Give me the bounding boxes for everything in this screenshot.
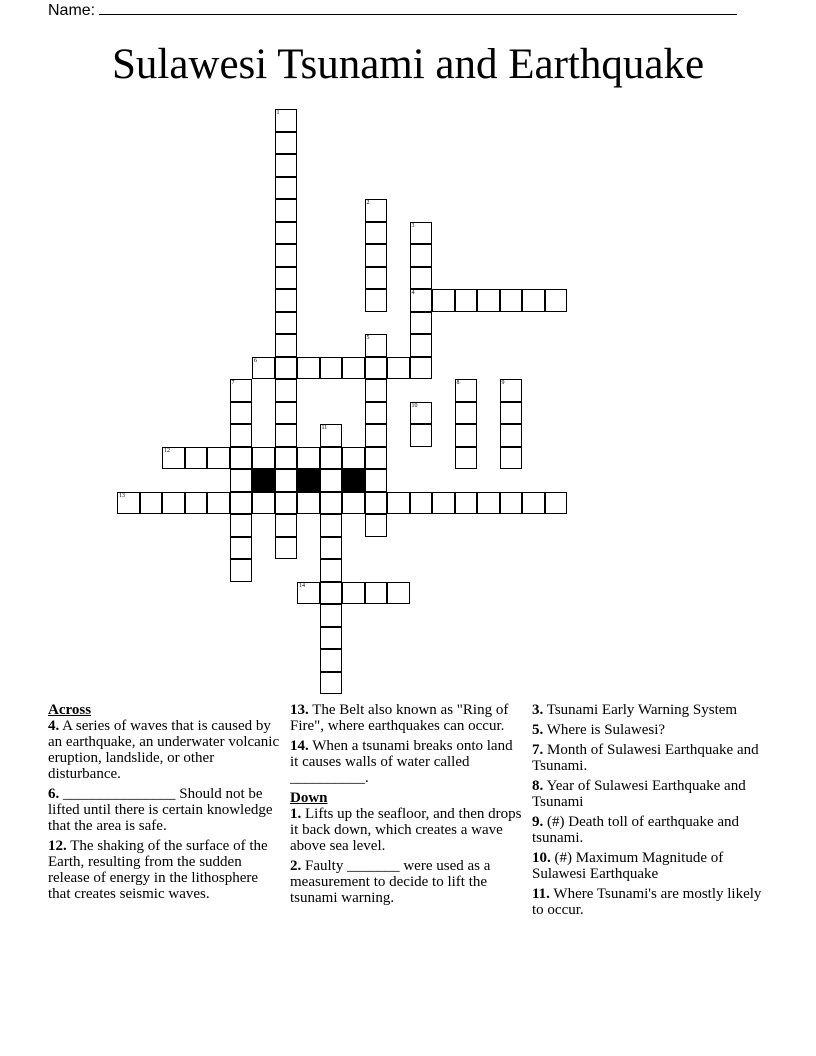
grid-cell[interactable] [230, 537, 253, 560]
grid-cell[interactable] [230, 402, 253, 425]
name-label: Name: [48, 2, 96, 19]
clue-number: 9. [532, 814, 544, 830]
clue-number-label: 12 [164, 447, 170, 454]
clue-item [532, 850, 764, 882]
grid-cell[interactable] [545, 289, 568, 312]
clue-number-label: 10 [411, 402, 418, 409]
clue-number: 8. [532, 778, 544, 794]
grid-cell[interactable] [297, 582, 320, 605]
grid-cell[interactable] [230, 447, 253, 470]
grid-block-cell [297, 469, 320, 492]
grid-cell[interactable] [365, 222, 388, 245]
grid-cell[interactable] [365, 582, 388, 605]
clue-number: 13. [290, 702, 309, 718]
grid-cell[interactable] [275, 267, 298, 290]
grid-cell[interactable] [252, 492, 275, 515]
clue-text: Where Tsunami's are mostly likely to occur. [532, 886, 762, 918]
clue-number-label: 3 [411, 222, 415, 229]
clue-item [48, 786, 280, 834]
clue-item [532, 742, 764, 774]
grid-cell[interactable] [297, 492, 320, 515]
clue-item [290, 858, 522, 906]
clue-number: 10. [532, 850, 551, 866]
grid-cell[interactable] [275, 357, 298, 380]
grid-cell[interactable] [455, 289, 478, 312]
grid-cell[interactable] [320, 649, 343, 672]
clues-column-1 [48, 702, 280, 906]
clue-text: Tsunami Early Warning System [543, 702, 738, 718]
grid-cell[interactable] [455, 492, 478, 515]
clue-text: Month of Sulawesi Earthquake and Tsunami. [532, 742, 759, 774]
grid-cell[interactable] [477, 289, 500, 312]
clues-column-2 [290, 702, 522, 910]
grid-cell[interactable] [140, 492, 163, 515]
clue-number: 2. [290, 858, 302, 874]
grid-cell[interactable] [410, 312, 433, 335]
clue-number: 5. [532, 722, 544, 738]
grid-cell[interactable] [500, 379, 523, 402]
clue-item [290, 806, 522, 854]
clue-text: _______________ Should not be lifted until there is certain knowledge that the area is safe. [48, 786, 273, 834]
grid-cell[interactable] [410, 267, 433, 290]
grid-cell[interactable] [275, 514, 298, 537]
grid-cell[interactable] [365, 492, 388, 515]
clue-item [532, 814, 764, 846]
grid-cell[interactable] [230, 492, 253, 515]
grid-cell[interactable] [387, 492, 410, 515]
clue-item [532, 886, 764, 918]
grid-cell[interactable] [342, 447, 365, 470]
clue-number: 1. [290, 806, 302, 822]
clue-text: Lifts up the seafloor, and then drops it back down, which creates a wave above sea level. [290, 806, 522, 854]
grid-cell[interactable] [275, 424, 298, 447]
grid-cell[interactable] [207, 447, 230, 470]
grid-cell[interactable] [275, 177, 298, 200]
clue-number-label: 4 [411, 290, 415, 296]
grid-cell[interactable] [320, 492, 343, 515]
grid-cell[interactable] [522, 492, 545, 515]
grid-cell[interactable] [320, 672, 343, 695]
clue-text: Where is Sulawesi? [543, 722, 666, 738]
grid-cell[interactable] [365, 199, 388, 222]
clue-number-label: 2 [366, 200, 370, 206]
grid-cell[interactable] [455, 424, 478, 447]
clue-item [532, 778, 764, 810]
grid-cell[interactable] [455, 379, 478, 402]
grid-cell[interactable] [342, 492, 365, 515]
grid-cell[interactable] [162, 492, 185, 515]
grid-cell[interactable] [230, 559, 253, 582]
clue-number: 7. [532, 742, 544, 758]
grid-cell[interactable] [410, 357, 433, 380]
grid-cell[interactable] [500, 424, 523, 447]
grid-cell[interactable] [410, 334, 433, 357]
grid-cell[interactable] [365, 334, 388, 357]
grid-cell[interactable] [275, 244, 298, 267]
clue-number-label: 14 [299, 582, 305, 589]
grid-cell[interactable] [477, 492, 500, 515]
grid-cell[interactable] [522, 289, 545, 312]
grid-cell[interactable] [410, 244, 433, 267]
across-heading: Across [48, 702, 92, 718]
grid-cell[interactable] [275, 402, 298, 425]
clue-item [290, 702, 522, 734]
grid-cell[interactable] [230, 379, 253, 402]
grid-cell[interactable] [365, 289, 388, 312]
grid-cell[interactable] [275, 199, 298, 222]
grid-cell[interactable] [117, 492, 140, 515]
clue-number: 6. [48, 786, 60, 802]
grid-cell[interactable] [252, 447, 275, 470]
grid-cell[interactable] [342, 582, 365, 605]
grid-cell[interactable] [320, 627, 343, 650]
clue-number: 3. [532, 702, 544, 718]
grid-cell[interactable] [410, 222, 433, 245]
grid-cell[interactable] [320, 469, 343, 492]
grid-cell[interactable] [275, 132, 298, 155]
grid-cell[interactable] [320, 604, 343, 627]
grid-cell[interactable] [275, 312, 298, 335]
clue-item [532, 702, 764, 718]
grid-cell[interactable] [432, 492, 455, 515]
grid-cell[interactable] [410, 492, 433, 515]
clue-item [48, 718, 280, 782]
clue-text: Year of Sulawesi Earthquake and Tsunami [532, 778, 746, 810]
grid-cell[interactable] [387, 357, 410, 380]
clue-number-label: 9 [501, 380, 505, 386]
grid-cell[interactable] [320, 514, 343, 537]
grid-cell[interactable] [297, 357, 320, 380]
grid-cell[interactable] [320, 582, 343, 605]
clue-text: The Belt also known as "Ring of Fire", where earthquakes can occur. [290, 702, 509, 734]
grid-cell[interactable] [320, 537, 343, 560]
puzzle-title: Sulawesi Tsunami and Earthquake [111, 41, 705, 88]
grid-cell[interactable] [410, 289, 433, 312]
grid-cell[interactable] [230, 424, 253, 447]
clue-text: (#) Maximum Magnitude of Sulawesi Earthquake [532, 850, 724, 882]
grid-cell[interactable] [275, 537, 298, 560]
grid-cell[interactable] [230, 514, 253, 537]
grid-cell[interactable] [275, 492, 298, 515]
grid-cell[interactable] [185, 492, 208, 515]
clue-text: A series of waves that is caused by an earthquake, an underwater volcanic eruption, landslide, or other disturbance. [48, 718, 280, 782]
clue-text: When a tsunami breaks onto land it causes walls of water called __________. [290, 738, 513, 786]
down-heading: Down [290, 790, 328, 806]
clue-number: 14. [290, 738, 309, 754]
grid-cell[interactable] [455, 402, 478, 425]
clue-text: The shaking of the surface of the Earth, resulting from the sudden release of energy in the lithosphere that creates seismic waves. [48, 838, 268, 902]
grid-cell[interactable] [320, 424, 343, 447]
grid-block-cell [342, 469, 365, 492]
clue-number-label: 11 [321, 425, 328, 431]
grid-cell[interactable] [387, 582, 410, 605]
grid-cell[interactable] [365, 244, 388, 267]
grid-cell[interactable] [500, 289, 523, 312]
grid-cell[interactable] [365, 514, 388, 537]
grid-cell[interactable] [275, 334, 298, 357]
grid-cell[interactable] [230, 469, 253, 492]
clue-number-label: 7 [231, 380, 235, 386]
clue-number-label: 5 [366, 335, 370, 341]
grid-cell[interactable] [162, 447, 185, 470]
grid-cell[interactable] [500, 447, 523, 470]
grid-cell[interactable] [185, 447, 208, 470]
clue-text: (#) Death toll of earthquake and tsunami. [532, 814, 740, 846]
grid-cell[interactable] [365, 469, 388, 492]
grid-cell[interactable] [455, 447, 478, 470]
grid-cell[interactable] [275, 154, 298, 177]
grid-cell[interactable] [320, 559, 343, 582]
grid-cell[interactable] [365, 447, 388, 470]
clue-number: 12. [48, 838, 67, 854]
clue-number-label: 6 [254, 357, 257, 364]
grid-cell[interactable] [410, 424, 433, 447]
grid-cell[interactable] [252, 357, 275, 380]
grid-cell[interactable] [365, 379, 388, 402]
grid-cell[interactable] [275, 447, 298, 470]
clues-column-3 [532, 702, 764, 922]
grid-cell[interactable] [275, 289, 298, 312]
grid-cell[interactable] [297, 447, 320, 470]
grid-cell[interactable] [275, 222, 298, 245]
grid-cell[interactable] [365, 267, 388, 290]
clue-item [532, 722, 764, 738]
grid-cell[interactable] [365, 357, 388, 380]
clue-number-label: 1 [276, 110, 280, 116]
grid-cell[interactable] [365, 424, 388, 447]
grid-cell[interactable] [410, 402, 433, 425]
clue-number-label: 13 [119, 492, 125, 499]
grid-cell[interactable] [275, 109, 298, 132]
grid-block-cell [252, 469, 275, 492]
clue-number-label: 8 [456, 380, 460, 386]
grid-cell[interactable] [365, 402, 388, 425]
clue-number: 11. [532, 886, 550, 902]
clue-number: 4. [48, 718, 60, 734]
grid-cell[interactable] [342, 357, 365, 380]
grid-cell[interactable] [545, 492, 568, 515]
grid-cell[interactable] [207, 492, 230, 515]
grid-cell[interactable] [500, 492, 523, 515]
grid-cell[interactable] [275, 379, 298, 402]
clue-item [290, 738, 522, 786]
grid-cell[interactable] [320, 447, 343, 470]
grid-cell[interactable] [500, 402, 523, 425]
clue-item [48, 838, 280, 902]
clue-text: Faulty _______ were used as a measurement to decide to lift the tsunami warning. [290, 858, 491, 906]
grid-cell[interactable] [432, 289, 455, 312]
grid-cell[interactable] [275, 469, 298, 492]
grid-cell[interactable] [320, 357, 343, 380]
